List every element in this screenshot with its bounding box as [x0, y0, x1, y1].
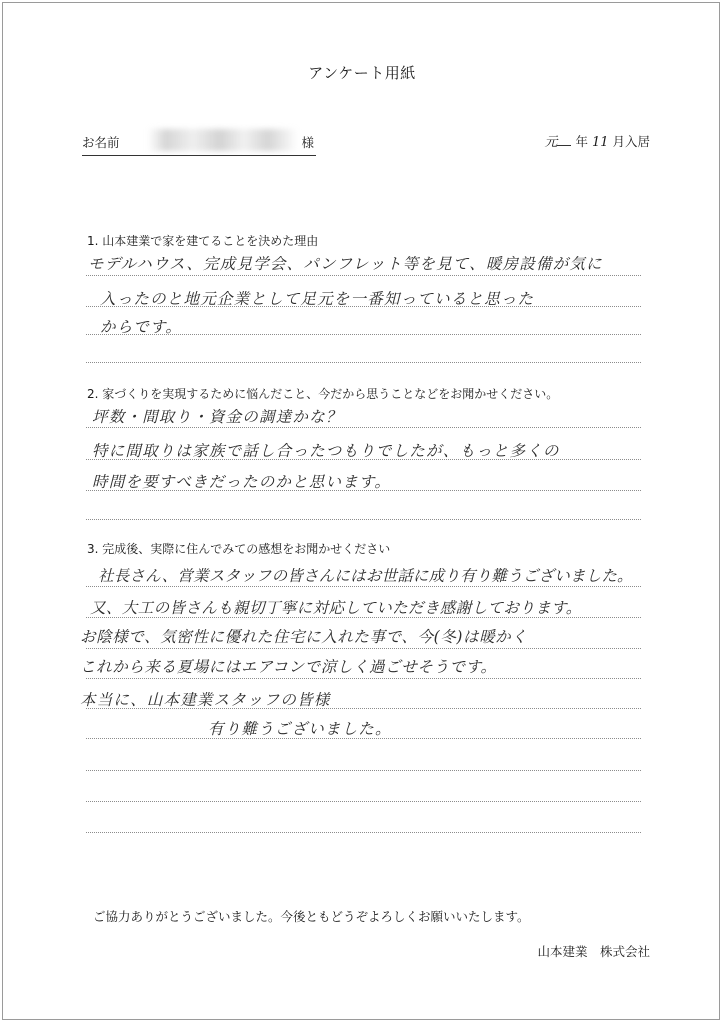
- company-name: 山本建業 株式会社: [537, 944, 650, 959]
- ruled-line: [86, 362, 641, 363]
- ruled-line: [86, 459, 641, 460]
- ruled-line: [86, 801, 641, 802]
- answer-1-line-3: からです。: [100, 318, 183, 336]
- honorific-label: 様: [301, 135, 314, 150]
- ruled-line: [86, 738, 641, 739]
- month-label: 月入居: [612, 134, 650, 149]
- ruled-line: [86, 648, 641, 649]
- answer-3-line-5: 本当に、山本建業スタッフの皆様: [80, 691, 331, 709]
- month-value: 11: [591, 135, 609, 150]
- answer-2-line-2: 特に間取りは家族で話し合ったつもりでしたが、もっと多くの: [92, 442, 560, 460]
- answer-2-line-3: 時間を要すべきだったのかと思います。: [92, 473, 392, 491]
- ruled-line: [86, 832, 641, 833]
- customer-name-field: [82, 131, 316, 156]
- answer-1-line-1: モデルハウス、完成見学会、パンフレット等を見て、暖房設備が気に: [88, 255, 603, 273]
- name-label: お名前: [82, 135, 120, 150]
- ruled-line: [86, 275, 641, 276]
- answer-3-line-6: 有り難うございました。: [208, 720, 392, 738]
- redacted-name: [148, 129, 298, 151]
- answer-3-line-1: 社長さん、営業スタッフの皆さんにはお世話に成り有り難うございました。: [98, 567, 633, 585]
- question-3-prompt: 3. 完成後、実際に住んでみての感想をお聞かせください: [87, 542, 391, 556]
- answer-2-line-1: 坪数・間取り・資金の調達かな？: [92, 408, 343, 426]
- answer-1-line-2: 入ったのと地元企業として足元を一番知っていると思った: [100, 290, 535, 308]
- year-label: 年: [575, 134, 588, 149]
- era-value: 元: [544, 135, 558, 150]
- ruled-line: [86, 490, 641, 491]
- ruled-line: [86, 770, 641, 771]
- question-1-prompt: 1. 山本建業で家を建てることを決めた理由: [87, 234, 319, 248]
- answer-3-line-4: これから来る夏場にはエアコンで涼しく過ごせそうです。: [80, 658, 497, 676]
- question-2-prompt: 2. 家づくりを実現するために悩んだこと、今だから思うことなどをお聞かせください。: [87, 387, 559, 401]
- answer-3-line-2: 又、大工の皆さんも親切丁寧に対応していただき感謝しております。: [90, 599, 582, 617]
- ruled-line: [86, 519, 641, 520]
- page-title: アンケート用紙: [308, 64, 416, 82]
- ruled-line: [86, 306, 641, 307]
- move-in-date: [544, 131, 650, 150]
- ruled-line: [86, 708, 641, 709]
- ruled-line: [86, 678, 641, 679]
- ruled-line: [86, 334, 641, 335]
- ruled-line: [86, 586, 641, 587]
- answer-3-line-3: お陰様で、気密性に優れた住宅に入れた事で、今(冬)は暖かく: [80, 628, 528, 646]
- footer-thanks: ご協力ありがとうございました。今後ともどうぞよろしくお願いいたします。: [93, 909, 530, 924]
- ruled-line: [86, 427, 641, 428]
- ruled-line: [86, 617, 641, 618]
